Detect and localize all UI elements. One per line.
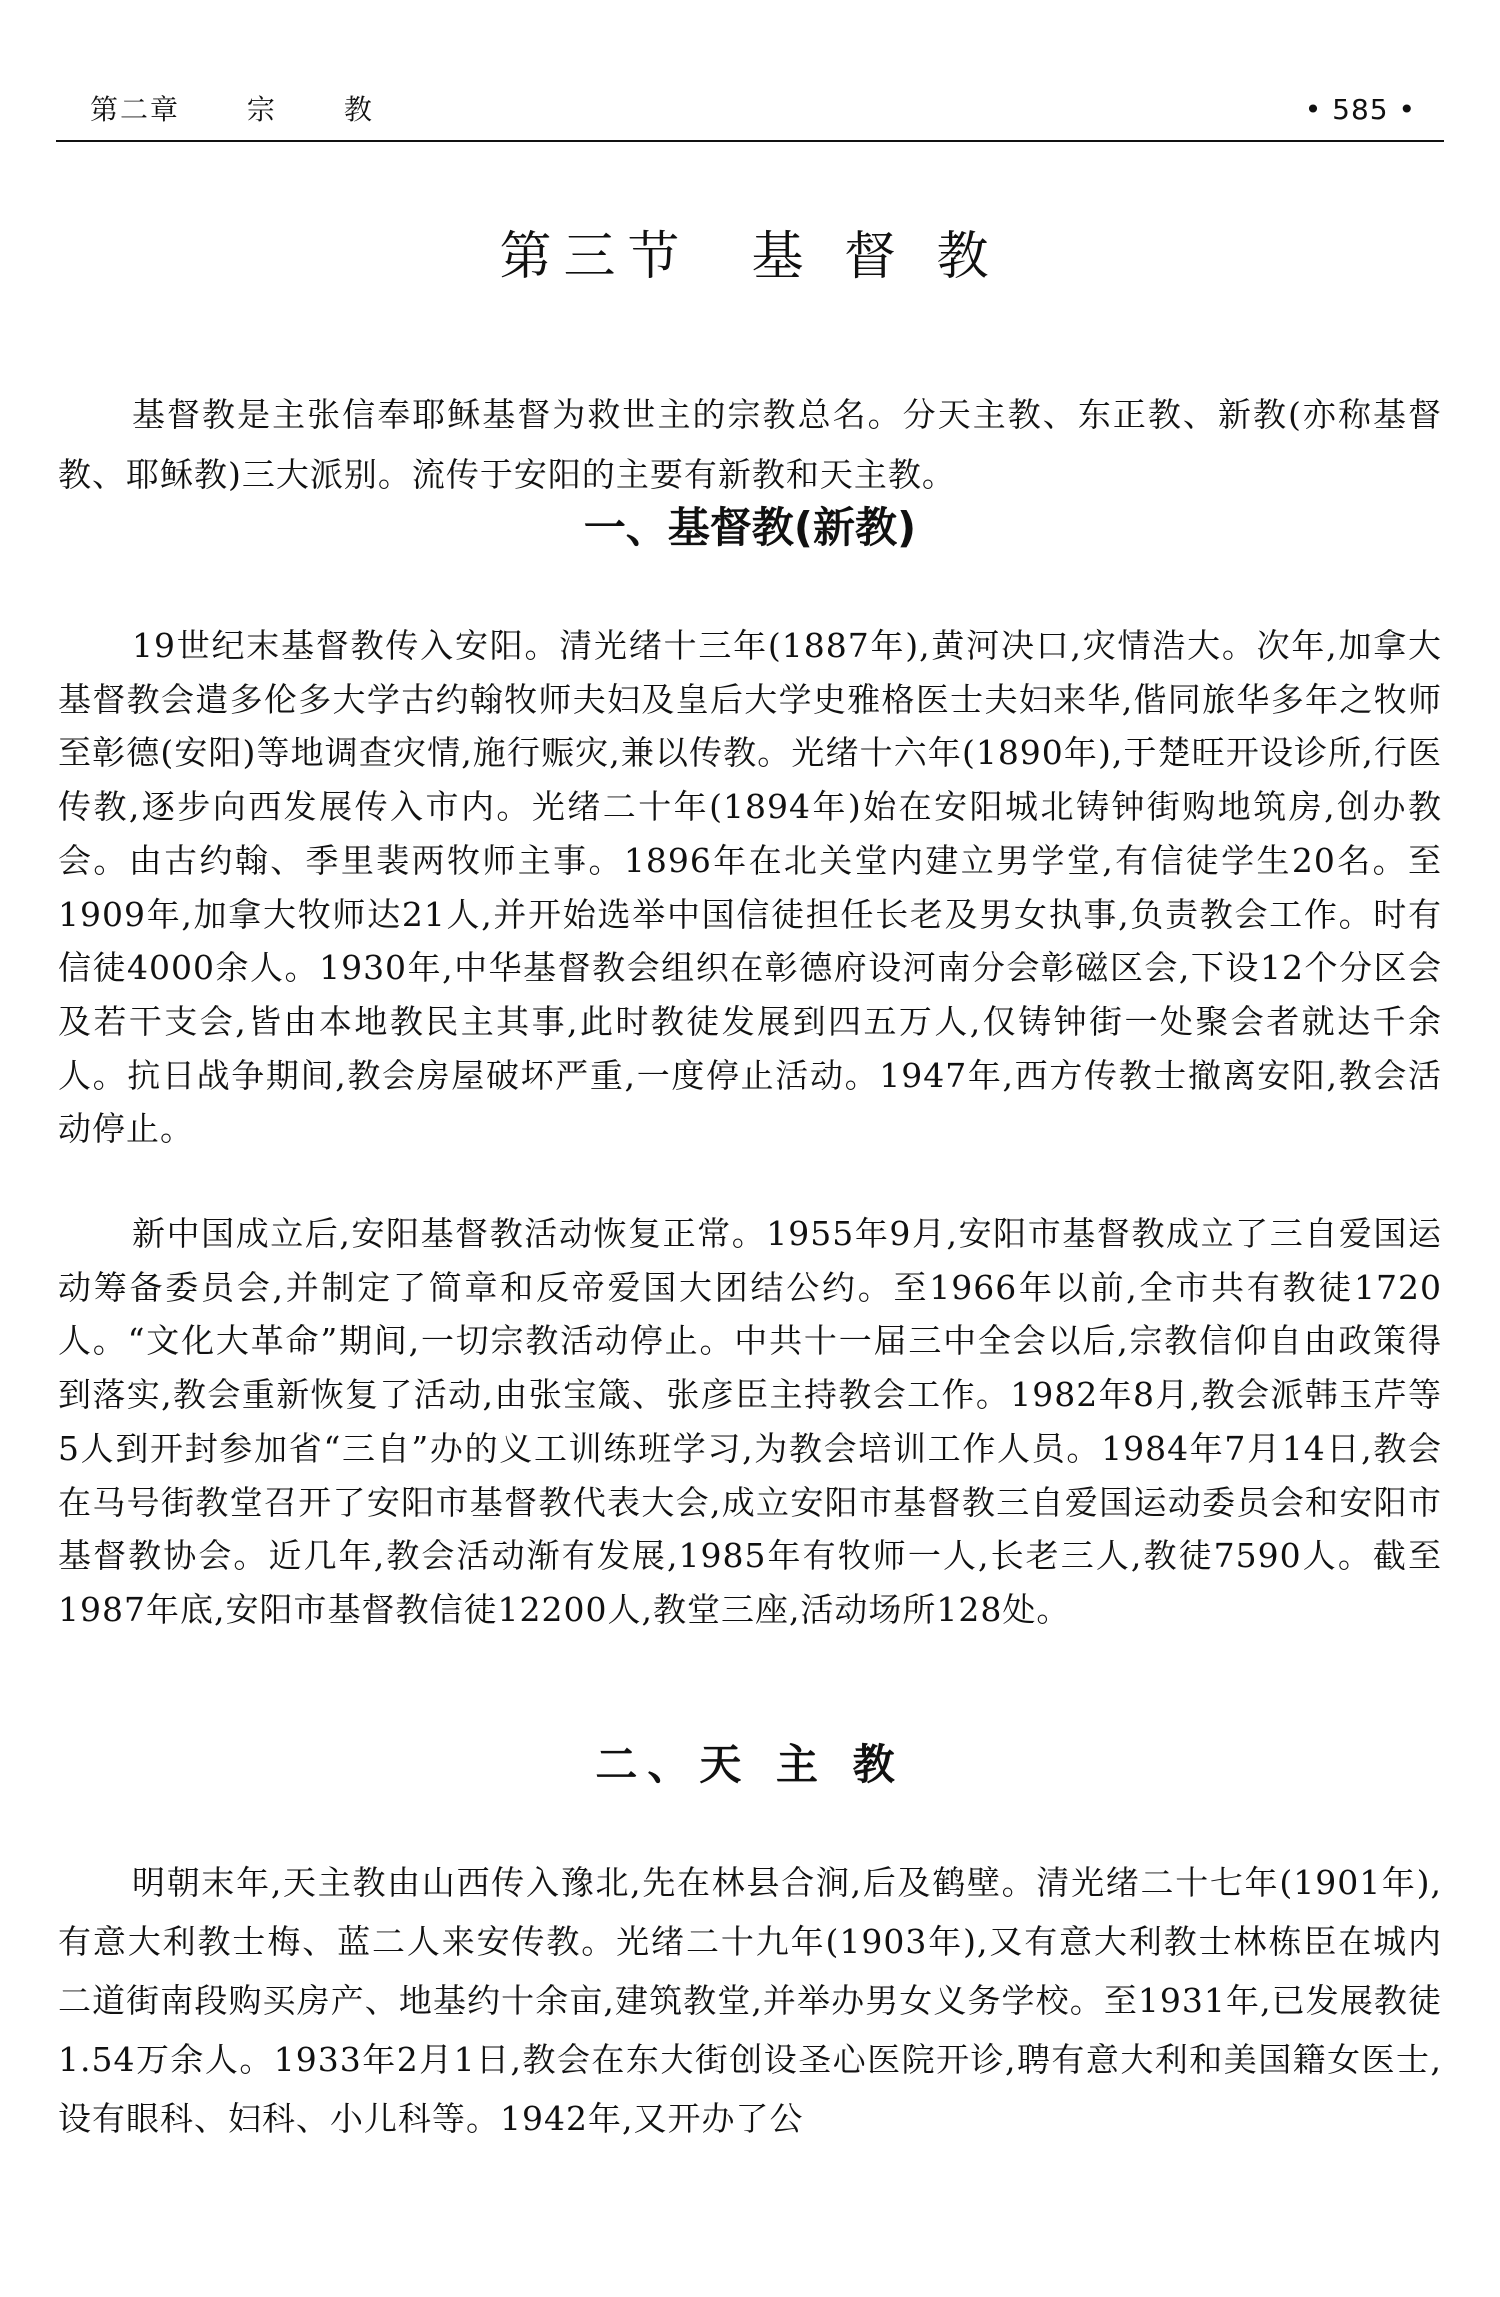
section-name: 基 督 教: [751, 227, 1001, 287]
chapter-word-1: 宗: [246, 93, 277, 126]
chapter-label: [90, 88, 390, 132]
chapter-word-2: 教: [343, 93, 374, 126]
heading-catholicism: 二、天 主 教: [595, 1740, 905, 1789]
page-number: • 585 •: [1304, 93, 1416, 126]
paragraph-protestant-history: 19世纪末基督教传入安阳。清光绪十三年(1887年),黄河决口,灾情浩大。次年,加拿大基督教会遣多伦多大学古约翰牧师夫妇及皇后大学史雅格医士夫妇来华,偕同旅华多年之牧师至彰德(安阳)等地调查灾情,施行赈灾,兼以传教。光绪十六年(1890年),于楚旺开设诊所,行医传教,逐步向西发展传入市内。光绪二十年(1894年)始在安阳城北铸钟街购地筑房,创办教会。由古约翰、季里裴两牧师主事。1896年在北关堂内建立男学堂,有信徒学生20名。至1909年,加拿大牧师达21人,并开始选举中国信徒担任长老及男女执事,负责教会工作。时有信徒4000余人。1930年,中华基督教会组织在彰德府设河南分会彰磁区会,下设12个分区会及若干支会,皆由本地教民主其事,此时教徒发展到四五万人,仅铸钟街一处聚会者就达千余人。抗日战争期间,教会房屋破坏严重,一度停止活动。1947年,西方传教士撤离安阳,教会活动停止。: [58, 626, 1442, 1149]
section-number: 第三节: [499, 227, 692, 287]
section-title: [0, 222, 1500, 292]
paragraph-catholic-history: 明朝末年,天主教由山西传入豫北,先在林县合涧,后及鹤壁。清光绪二十七年(1901年),有意大利教士梅、蓝二人来安传教。光绪二十九年(1903年),又有意大利教士林栋臣在城内二道街南段购买房产、地基约十余亩,建筑教堂,并举办男女义务学校。至1931年,已发展教徒1.54万余人。1933年2月1日,教会在东大街创设圣心医院开诊,聘有意大利和美国籍女医士,设有眼科、妇科、小儿科等。1942年,又开办了公: [58, 1863, 1442, 2138]
heading-protestantism: 一、基督教(新教): [583, 503, 917, 552]
running-header: [56, 88, 1444, 132]
header-rule: [56, 140, 1444, 142]
paragraph-protestant-modern: 新中国成立后,安阳基督教活动恢复正常。1955年9月,安阳市基督教成立了三自爱国运动筹备委员会,并制定了简章和反帝爱国大团结公约。至1966年以前,全市共有教徒1720人。“文化大革命”期间,一切宗教活动停止。中共十一届三中全会以后,宗教信仰自由政策得到落实,教会重新恢复了活动,由张宝箴、张彦臣主持教会工作。1982年8月,教会派韩玉芹等5人到开封参加省“三自”办的义工训练班学习,为教会培训工作人员。1984年7月14日,教会在马号街教堂召开了安阳市基督教代表大会,成立安阳市基督教三自爱国运动委员会和安阳市基督教协会。近几年,教会活动渐有发展,1985年有牧师一人,长老三人,教徒7590人。截至1987年底,安阳市基督教信徒12200人,教堂三座,活动场所128处。: [58, 1214, 1442, 1629]
chapter-number: 第二章: [90, 93, 181, 126]
intro-paragraph: 基督教是主张信奉耶稣基督为救世主的宗教总名。分天主教、东正教、新教(亦称基督教、耶稣教)三大派别。流传于安阳的主要有新教和天主教。: [58, 395, 1442, 494]
